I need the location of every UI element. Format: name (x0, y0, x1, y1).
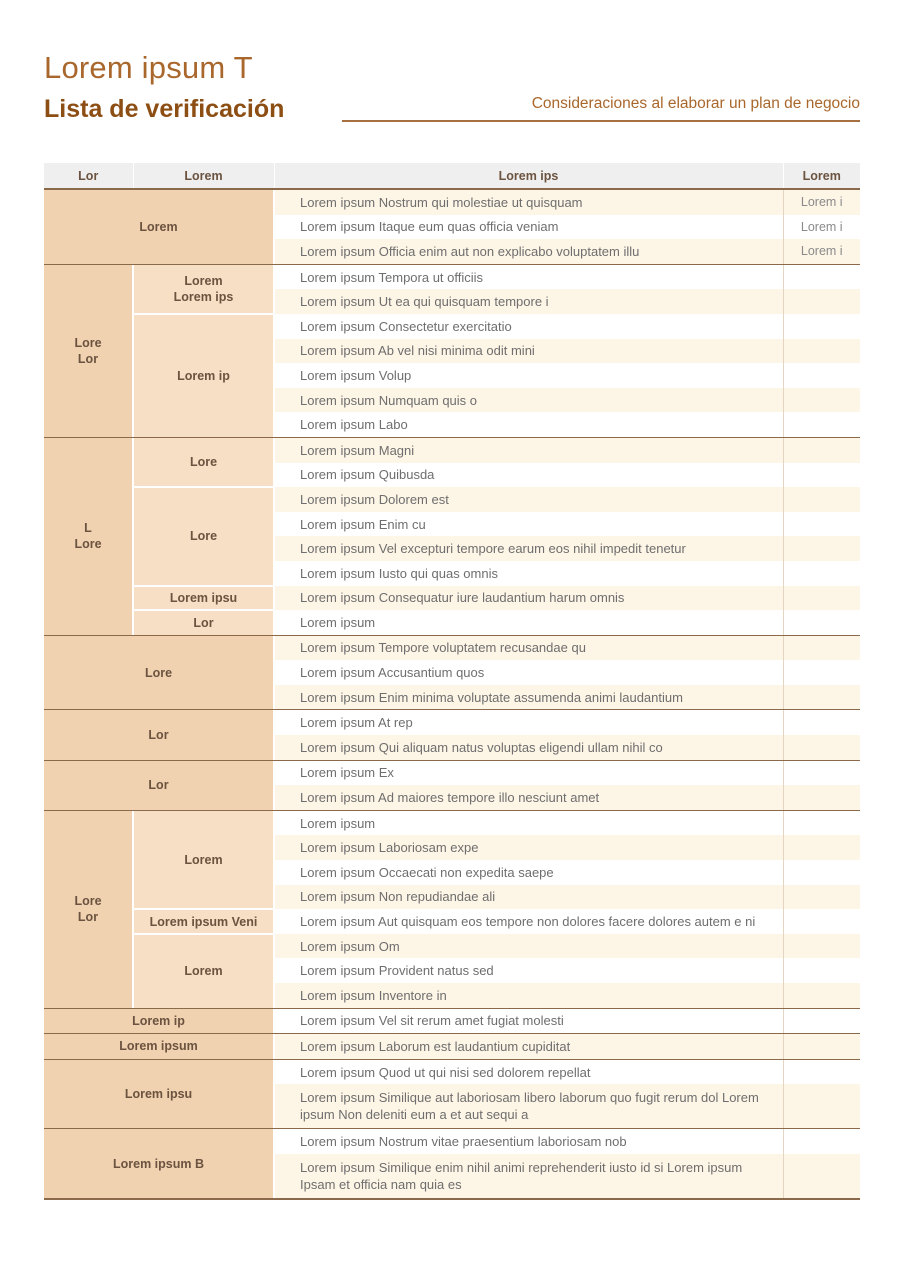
subcategory-label: Lorem ip (177, 368, 230, 383)
table-section-grid (44, 1009, 860, 1034)
table-row (44, 265, 860, 290)
category-label: Lor (148, 728, 169, 743)
checklist-item-cell[interactable]: Lorem ipsum Occaecati non expedita saepe (274, 860, 783, 885)
checklist-item-cell[interactable]: Lorem ipsum Dolorem est (274, 487, 783, 512)
note-cell[interactable] (783, 761, 860, 786)
checklist-item-cell[interactable]: Lorem ipsum Tempore voluptatem recusandae qu (274, 636, 783, 661)
table-section (44, 761, 860, 811)
category-cell (44, 1009, 274, 1034)
category-cell (44, 710, 274, 759)
page-title: Lorem ipsum T (44, 50, 253, 85)
subtitle-row (44, 92, 860, 132)
table-row (44, 1060, 860, 1085)
subcategory-label: Lorem (184, 964, 223, 979)
checklist-item-cell[interactable]: Lorem ipsum Similique enim nihil animi reprehenderit iusto id si Lorem ipsum Ipsam et officia nam quia es (274, 1154, 783, 1198)
checklist-item-cell[interactable]: Lorem ipsum Similique aut laboriosam libero laborum quo fugit rerum dol Lorem ipsum Non deleniti eum a et aut sequi a (274, 1084, 783, 1128)
table-row (44, 190, 860, 215)
note-cell[interactable] (783, 811, 860, 836)
category-label: Lore (74, 335, 102, 350)
table-row (44, 438, 860, 463)
category-label: Lor (77, 910, 99, 925)
note-cell[interactable] (783, 710, 860, 735)
table-section-grid (44, 1034, 860, 1059)
subcategory-cell (133, 265, 274, 314)
checklist-item-cell[interactable]: Lorem ipsum (274, 610, 783, 635)
note-cell[interactable] (783, 265, 860, 290)
checklist-table (44, 163, 860, 1200)
note-cell[interactable] (783, 610, 860, 635)
note-cell[interactable]: Lorem i (783, 190, 860, 215)
category-cell (44, 1129, 274, 1198)
table-row (44, 909, 860, 934)
note-cell[interactable] (783, 1060, 860, 1085)
document-header (44, 48, 860, 132)
table-row (44, 610, 860, 635)
note-cell[interactable] (783, 339, 860, 364)
table-section-grid (44, 438, 860, 635)
checklist-item-cell[interactable]: Lorem ipsum Ad maiores tempore illo nesciunt amet (274, 785, 783, 810)
note-cell[interactable] (783, 934, 860, 959)
note-cell[interactable] (783, 314, 860, 339)
table-section-grid (44, 265, 860, 437)
category-cell (44, 265, 133, 437)
note-cell[interactable] (783, 835, 860, 860)
note-cell[interactable] (783, 561, 860, 586)
table-section-grid (44, 636, 860, 710)
table-section-grid (44, 1060, 860, 1129)
subcategory-cell (133, 314, 274, 437)
checklist-item-cell[interactable]: Lorem ipsum Itaque eum quas officia veniam (274, 215, 783, 240)
subcategory-cell (133, 909, 274, 934)
table-row (44, 636, 860, 661)
table-section-grid (44, 710, 860, 759)
note-cell[interactable] (783, 785, 860, 810)
category-label: Lor (77, 351, 99, 366)
checklist-item-cell[interactable]: Lorem ipsum At rep (274, 710, 783, 735)
table-section (44, 1009, 860, 1035)
category-cell (44, 636, 274, 710)
column-header-item: Lorem ips (274, 163, 783, 189)
checklist-item-cell[interactable]: Lorem ipsum Aut quisquam eos tempore non dolores facere dolores autem e ni (274, 909, 783, 934)
table-row (44, 586, 860, 611)
note-cell[interactable] (783, 512, 860, 537)
table-row (44, 710, 860, 735)
table-section-grid (44, 190, 860, 264)
checklist-item-cell[interactable]: Lorem ipsum Labo (274, 412, 783, 437)
category-label: Lore (74, 894, 102, 909)
table-header (44, 163, 860, 190)
checklist-item-cell[interactable]: Lorem ipsum Ut ea qui quisquam tempore i (274, 289, 783, 314)
subcategory-cell (133, 610, 274, 635)
table-section (44, 190, 860, 265)
table-row (44, 934, 860, 959)
checklist-item-cell[interactable]: Lorem ipsum Laborum est laudantium cupiditat (274, 1034, 783, 1059)
note-cell[interactable] (783, 1009, 860, 1034)
checklist-item-cell[interactable]: Lorem ipsum Provident natus sed (274, 958, 783, 983)
checklist-item-cell[interactable]: Lorem ipsum Accusantium quos (274, 660, 783, 685)
checklist-item-cell[interactable]: Lorem ipsum Enim cu (274, 512, 783, 537)
checklist-item-cell[interactable]: Lorem ipsum Ab vel nisi minima odit mini (274, 339, 783, 364)
table-body (44, 190, 860, 1200)
subcategory-cell (133, 438, 274, 487)
table-section (44, 811, 860, 1009)
table-section (44, 1129, 860, 1200)
subcategory-label: Lore (189, 529, 218, 544)
note-cell[interactable] (783, 487, 860, 512)
checklist-item-cell[interactable]: Lorem ipsum Enim minima voluptate assumenda animi laudantium (274, 685, 783, 710)
subcategory-label: Lorem (184, 852, 223, 867)
table-section (44, 1034, 860, 1060)
note-cell[interactable] (783, 885, 860, 910)
tagline-text: Consideraciones al elaborar un plan de negocio (531, 95, 860, 112)
subcategory-label: Lore (189, 455, 218, 470)
category-label: Lorem (139, 219, 178, 234)
category-cell (44, 761, 274, 810)
note-cell[interactable] (783, 289, 860, 314)
checklist-item-cell[interactable]: Lorem ipsum Officia enim aut non explicabo voluptatem illu (274, 239, 783, 264)
checklist-item-cell[interactable]: Lorem ipsum Consectetur exercitatio (274, 314, 783, 339)
checklist-item-cell[interactable]: Lorem ipsum Quod ut qui nisi sed dolorem repellat (274, 1060, 783, 1085)
table-section-grid (44, 811, 860, 1008)
category-cell (44, 1060, 274, 1129)
checklist-item-cell[interactable]: Lorem ipsum Iusto qui quas omnis (274, 561, 783, 586)
checklist-item-cell[interactable]: Lorem ipsum Vel excepturi tempore earum eos nihil impedit tenetur (274, 536, 783, 561)
note-cell[interactable] (783, 958, 860, 983)
table-row (44, 1034, 860, 1059)
category-cell (44, 438, 133, 635)
subcategory-label: Lor (193, 615, 214, 630)
note-cell[interactable] (783, 586, 860, 611)
note-cell[interactable] (783, 1154, 860, 1198)
checklist-item-cell[interactable]: Lorem ipsum Consequatur iure laudantium harum omnis (274, 586, 783, 611)
category-label: Lor (148, 778, 169, 793)
table-section-grid (44, 761, 860, 810)
subcategory-label: Lorem ipsu (169, 590, 238, 605)
subcategory-cell (133, 934, 274, 1008)
category-label: Lorem ipsum (119, 1039, 198, 1054)
table-row (44, 1009, 860, 1034)
column-header-category: Lor (44, 163, 133, 189)
table-header-row (44, 163, 860, 189)
note-cell[interactable] (783, 412, 860, 437)
checklist-item-cell[interactable]: Lorem ipsum Nostrum vitae praesentium laboriosam nob (274, 1129, 783, 1154)
note-cell[interactable] (783, 1129, 860, 1154)
note-cell[interactable] (783, 909, 860, 934)
tagline-block (342, 92, 860, 122)
note-cell[interactable] (783, 463, 860, 488)
note-cell[interactable]: Lorem i (783, 239, 860, 264)
checklist-item-cell[interactable]: Lorem ipsum Nostrum qui molestiae ut quisquam (274, 190, 783, 215)
table-row (44, 811, 860, 836)
table-section (44, 438, 860, 636)
note-cell[interactable] (783, 438, 860, 463)
category-cell (44, 190, 274, 264)
category-cell (44, 1034, 274, 1059)
category-label: Lore (74, 537, 102, 552)
checklist-item-cell[interactable]: Lorem ipsum Numquam quis o (274, 388, 783, 413)
column-header-note: Lorem (783, 163, 860, 189)
note-cell[interactable]: Lorem i (783, 215, 860, 240)
note-cell[interactable] (783, 363, 860, 388)
checklist-item-cell[interactable]: Lorem ipsum Qui aliquam natus voluptas eligendi ullam nihil co (274, 735, 783, 760)
subcategory-cell (133, 811, 274, 909)
note-cell[interactable] (783, 735, 860, 760)
checklist-item-cell[interactable]: Lorem ipsum Non repudiandae ali (274, 885, 783, 910)
page-subtitle: Lista de verificación (44, 95, 285, 123)
table-row (44, 314, 860, 339)
category-label: Lorem ip (132, 1013, 185, 1028)
note-cell[interactable] (783, 388, 860, 413)
subcategory-cell (133, 487, 274, 585)
table-section (44, 265, 860, 438)
category-label: Lore (144, 665, 173, 680)
checklist-item-cell[interactable]: Lorem ipsum Ex (274, 761, 783, 786)
checklist-item-cell[interactable]: Lorem ipsum Vel sit rerum amet fugiat molesti (274, 1009, 783, 1034)
note-cell[interactable] (783, 536, 860, 561)
note-cell[interactable] (783, 1034, 860, 1059)
note-cell[interactable] (783, 860, 860, 885)
column-header-subcategory: Lorem (133, 163, 274, 189)
table-section (44, 1060, 860, 1130)
note-cell[interactable] (783, 660, 860, 685)
checklist-item-cell[interactable]: Lorem ipsum Laboriosam expe (274, 835, 783, 860)
category-label: Lorem ipsum B (113, 1156, 204, 1171)
table-row (44, 487, 860, 512)
checklist-item-cell[interactable]: Lorem ipsum (274, 811, 783, 836)
subcategory-label: Lorem ipsum Veni (149, 914, 258, 929)
category-cell (44, 811, 133, 1008)
note-cell[interactable] (783, 1084, 860, 1128)
tagline-rule (342, 120, 860, 122)
table-row (44, 1129, 860, 1154)
checklist-item-cell[interactable]: Lorem ipsum Quibusda (274, 463, 783, 488)
note-cell[interactable] (783, 983, 860, 1008)
subcategory-label: Lorem (184, 273, 223, 288)
note-cell[interactable] (783, 685, 860, 710)
category-label: L (84, 521, 92, 536)
checklist-item-cell[interactable]: Lorem ipsum Om (274, 934, 783, 959)
checklist-item-cell[interactable]: Lorem ipsum Volup (274, 363, 783, 388)
subcategory-cell (133, 586, 274, 611)
category-label: Lorem ipsu (124, 1087, 193, 1102)
table-row (44, 761, 860, 786)
table-section (44, 636, 860, 711)
checklist-item-cell[interactable]: Lorem ipsum Inventore in (274, 983, 783, 1008)
checklist-item-cell[interactable]: Lorem ipsum Tempora ut officiis (274, 265, 783, 290)
note-cell[interactable] (783, 636, 860, 661)
table-section (44, 710, 860, 760)
table-section-grid (44, 1129, 860, 1198)
checklist-item-cell[interactable]: Lorem ipsum Magni (274, 438, 783, 463)
subcategory-label: Lorem ips (173, 289, 234, 304)
